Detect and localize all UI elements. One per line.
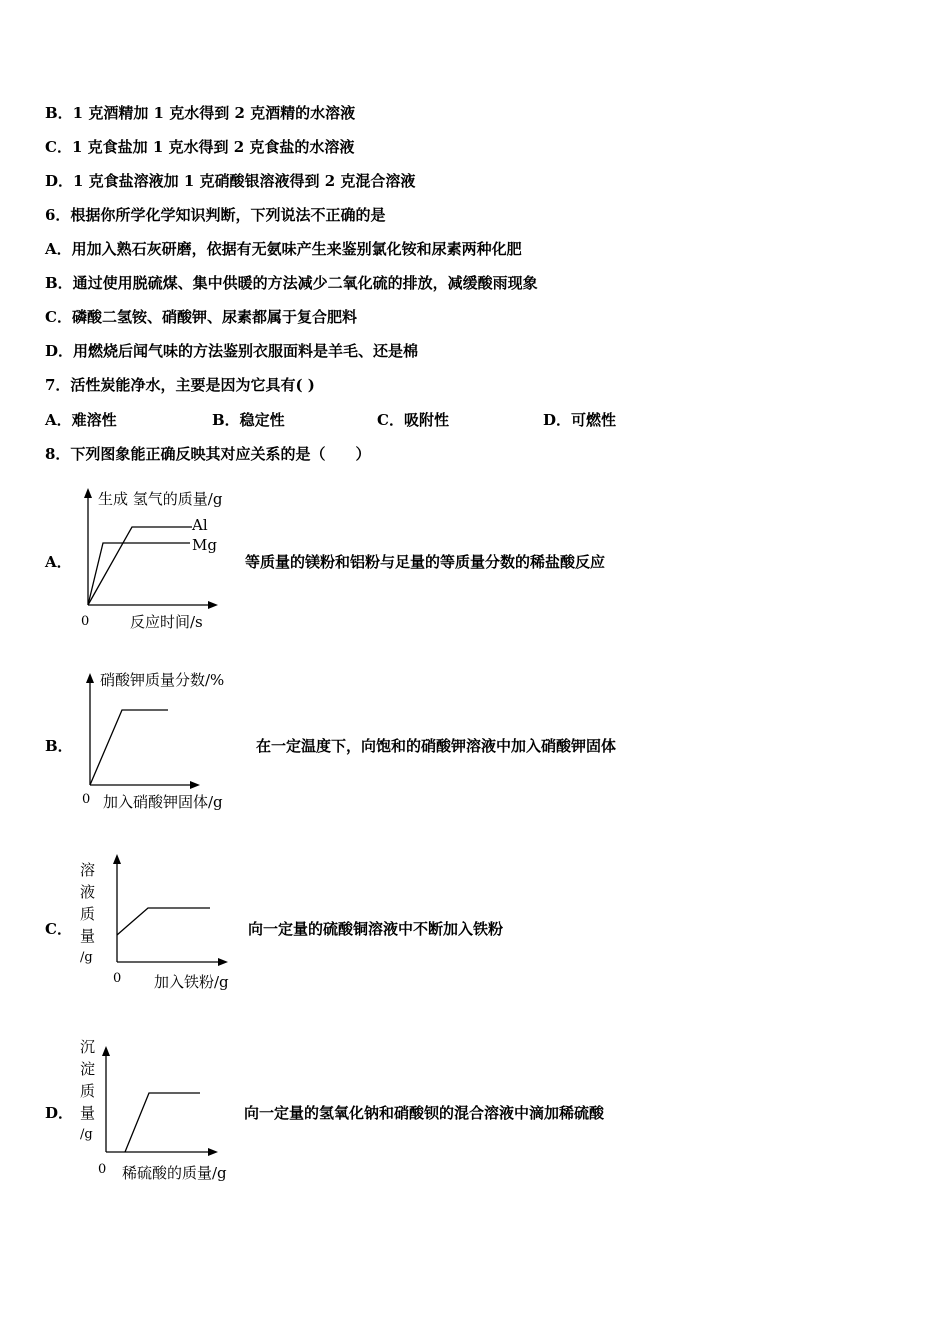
graph-d-label: D． bbox=[45, 1104, 74, 1122]
graph-c-line bbox=[117, 908, 210, 935]
graph-b-description: 在一定温度下，向饱和的硝酸钾溶液中加入硝酸钾固体 bbox=[256, 737, 617, 755]
graph-a bbox=[70, 480, 250, 640]
graph-b-x-arrow bbox=[190, 781, 200, 789]
graph-d-line bbox=[125, 1093, 200, 1152]
graph-c-x-arrow bbox=[218, 958, 228, 966]
q5-option-b: B．1 克酒精加 1 克水得到 2 克酒精的水溶液 bbox=[45, 104, 356, 122]
graph-c-label: C． bbox=[45, 920, 72, 938]
q6-stem: 6．根据你所学化学知识判断，下列说法不正确的是 bbox=[45, 206, 386, 224]
graph-b bbox=[70, 665, 270, 825]
graph-d-y-title-4: 量 bbox=[80, 1104, 96, 1122]
graph-b-origin: 0 bbox=[82, 792, 91, 807]
graph-a-line-mg bbox=[88, 543, 190, 605]
graph-d-y-title-2: 淀 bbox=[80, 1060, 96, 1078]
q7-option-d: D．可燃性 bbox=[543, 411, 617, 429]
graph-a-x-title: 反应时间/s bbox=[130, 613, 203, 631]
graph-a-series-mg: Mg bbox=[192, 536, 217, 554]
graph-d-description: 向一定量的氢氧化钠和硝酸钡的混合溶液中滴加稀硫酸 bbox=[244, 1104, 605, 1122]
graph-b-x-title: 加入硝酸钾固体/g bbox=[103, 793, 223, 811]
graph-c-y-title-2: 液 bbox=[80, 883, 96, 901]
q5-option-c: C．1 克食盐加 1 克水得到 2 克食盐的水溶液 bbox=[45, 138, 355, 156]
graph-b-y-title: 硝酸钾质量分数/% bbox=[100, 671, 225, 689]
graph-c-y-title-3: 质 bbox=[80, 905, 96, 923]
q7-option-b: B．稳定性 bbox=[212, 411, 285, 429]
graph-c-description: 向一定量的硫酸铜溶液中不断加入铁粉 bbox=[248, 920, 504, 938]
q8-stem: 8．下列图象能正确反映其对应关系的是（ ） bbox=[45, 445, 371, 463]
q7-option-a: A．难溶性 bbox=[45, 411, 117, 429]
graph-d-y-arrow bbox=[102, 1046, 110, 1056]
graph-d-x-arrow bbox=[208, 1148, 218, 1156]
graph-a-x-arrow bbox=[208, 601, 218, 609]
graph-a-y-arrow bbox=[84, 488, 92, 498]
q7-stem: 7．活性炭能净水，主要是因为它具有( ) bbox=[45, 376, 315, 394]
graph-d-y-title-5: /g bbox=[80, 1127, 93, 1142]
q6-option-a: A．用加入熟石灰研磨，依据有无氨味产生来鉴别氯化铵和尿素两种化肥 bbox=[45, 240, 522, 258]
q5-option-d: D．1 克食盐溶液加 1 克硝酸银溶液得到 2 克混合溶液 bbox=[45, 172, 416, 190]
graph-a-series-al: Al bbox=[192, 516, 208, 534]
graph-b-label: B． bbox=[45, 737, 73, 755]
graph-b-y-arrow bbox=[86, 673, 94, 683]
graph-d-x-title: 稀硫酸的质量/g bbox=[122, 1164, 227, 1182]
graph-c-y-title-4: 量 bbox=[80, 927, 96, 945]
graph-c-origin: 0 bbox=[113, 971, 122, 986]
graph-a-origin: 0 bbox=[81, 614, 90, 629]
graph-c-y-title-1: 溶 bbox=[80, 861, 96, 879]
graph-c-y-arrow bbox=[113, 854, 121, 864]
graph-d bbox=[70, 1030, 270, 1190]
graph-c-x-title: 加入铁粉/g bbox=[154, 973, 229, 991]
graph-b-line bbox=[90, 710, 168, 785]
q6-option-d: D．用燃烧后闻气味的方法鉴别衣服面料是羊毛、还是棉 bbox=[45, 342, 419, 360]
graph-a-y-title: 生成 氢气的质量/g bbox=[98, 490, 223, 508]
q7-option-c: C．吸附性 bbox=[377, 411, 449, 429]
graph-d-y-title-3: 质 bbox=[80, 1082, 96, 1100]
q6-option-b: B．通过使用脱硫煤、集中供暖的方法减少二氧化硫的排放，减缓酸雨现象 bbox=[45, 274, 538, 292]
q6-option-c: C．磷酸二氢铵、硝酸钾、尿素都属于复合肥料 bbox=[45, 308, 357, 326]
graph-a-label: A． bbox=[45, 553, 72, 571]
graph-a-line-al bbox=[88, 527, 192, 605]
graph-d-y-title-1: 沉 bbox=[80, 1038, 96, 1056]
graph-a-description: 等质量的镁粉和铝粉与足量的等质量分数的稀盐酸反应 bbox=[245, 553, 606, 571]
graph-c-y-title-5: /g bbox=[80, 950, 93, 965]
graph-c bbox=[70, 845, 270, 1005]
graph-d-origin: 0 bbox=[98, 1162, 107, 1177]
